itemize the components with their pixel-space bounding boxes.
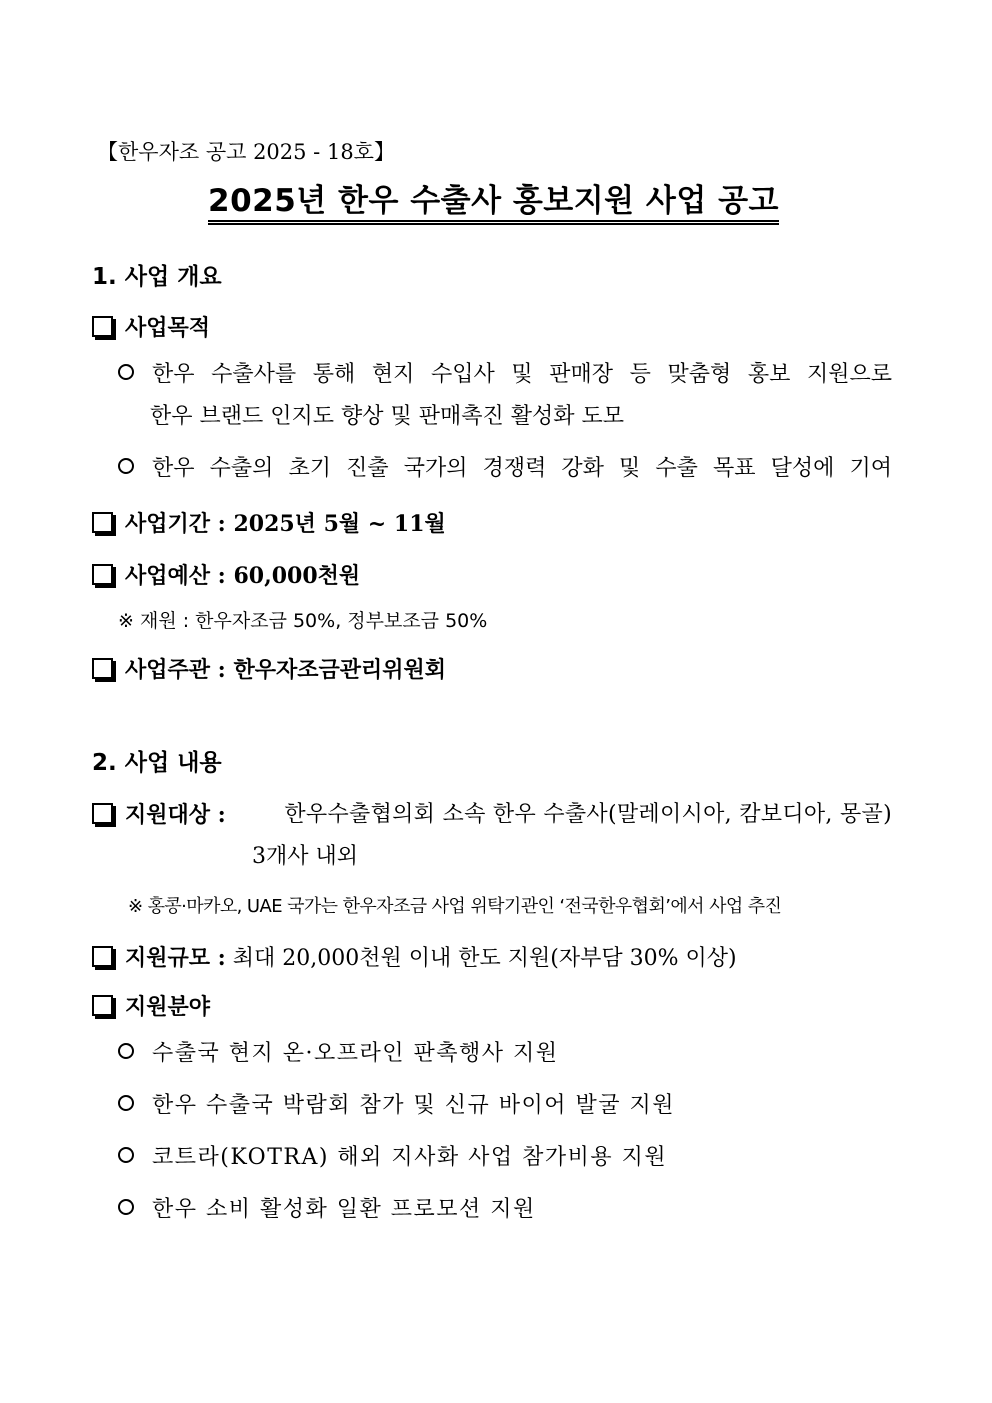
bullet-item: 한우 소비 활성화 일환 프로모션 지원 xyxy=(118,1195,536,1225)
item-target: 지원대상 : 한우수출협의회 소속 한우 수출사(말레이시아, 캄보디아, 몽골) xyxy=(92,800,892,831)
section-heading: 2. 사업 내용 xyxy=(92,750,222,776)
bullet-item: 코트라(KOTRA) 해외 지사화 사업 참가비용 지원 xyxy=(118,1143,667,1173)
checkbox-icon xyxy=(92,316,113,337)
circle-bullet-icon xyxy=(118,458,134,474)
checkbox-icon xyxy=(92,946,113,967)
document-title: 2025년 한우 수출사 홍보지원 사업 공고 xyxy=(208,183,779,225)
circle-bullet-icon xyxy=(118,1043,134,1059)
checkbox-icon xyxy=(92,564,113,585)
notice-number: 【한우자조 공고 2025 - 18호】 xyxy=(97,140,395,164)
bullet-item: 한우 수출의 초기 진출 국가의 경쟁력 강화 및 수출 목표 달성에 기여 xyxy=(118,454,892,484)
checkbox-icon xyxy=(92,512,113,533)
bullet-item: 한우 수출국 박람회 참가 및 신규 바이어 발굴 지원 xyxy=(118,1091,675,1121)
item-fields: 지원분야 xyxy=(92,992,210,1022)
item-budget: 사업예산 : 60,000천원 xyxy=(92,561,360,591)
bullet-continuation: 한우 브랜드 인지도 향상 및 판매촉진 활성화 도모 xyxy=(150,404,624,429)
bullet-item: 수출국 현지 온·오프라인 판촉행사 지원 xyxy=(118,1039,559,1069)
circle-bullet-icon xyxy=(118,1147,134,1163)
circle-bullet-icon xyxy=(118,1199,134,1215)
bullet-item: 한우 수출사를 통해 현지 수입사 및 판매장 등 맞춤형 홍보 지원으로 xyxy=(118,360,892,390)
item-scale: 지원규모 : 최대 20,000천원 이내 한도 지원(자부담 30% 이상) xyxy=(92,943,737,974)
circle-bullet-icon xyxy=(118,1095,134,1111)
section-heading: 1. 사업 개요 xyxy=(92,264,222,290)
item-period: 사업기간 : 2025년 5월 ~ 11월 xyxy=(92,509,446,539)
budget-note: ※ 재원 : 한우자조금 50%, 정부보조금 50% xyxy=(118,610,488,632)
item-purpose: 사업목적 xyxy=(92,313,210,343)
item-organizer: 사업주관 : 한우자조금관리위원회 xyxy=(92,655,446,685)
checkbox-icon xyxy=(92,995,113,1016)
target-continuation: 3개사 내외 xyxy=(252,844,358,869)
checkbox-icon xyxy=(92,658,113,679)
circle-bullet-icon xyxy=(118,364,134,380)
target-note: ※ 홍콩·마카오, UAE 국가는 한우자조금 사업 위탁기관인 ‘전국한우협회’에서 사업 추진 xyxy=(128,896,782,917)
checkbox-icon xyxy=(92,803,113,824)
